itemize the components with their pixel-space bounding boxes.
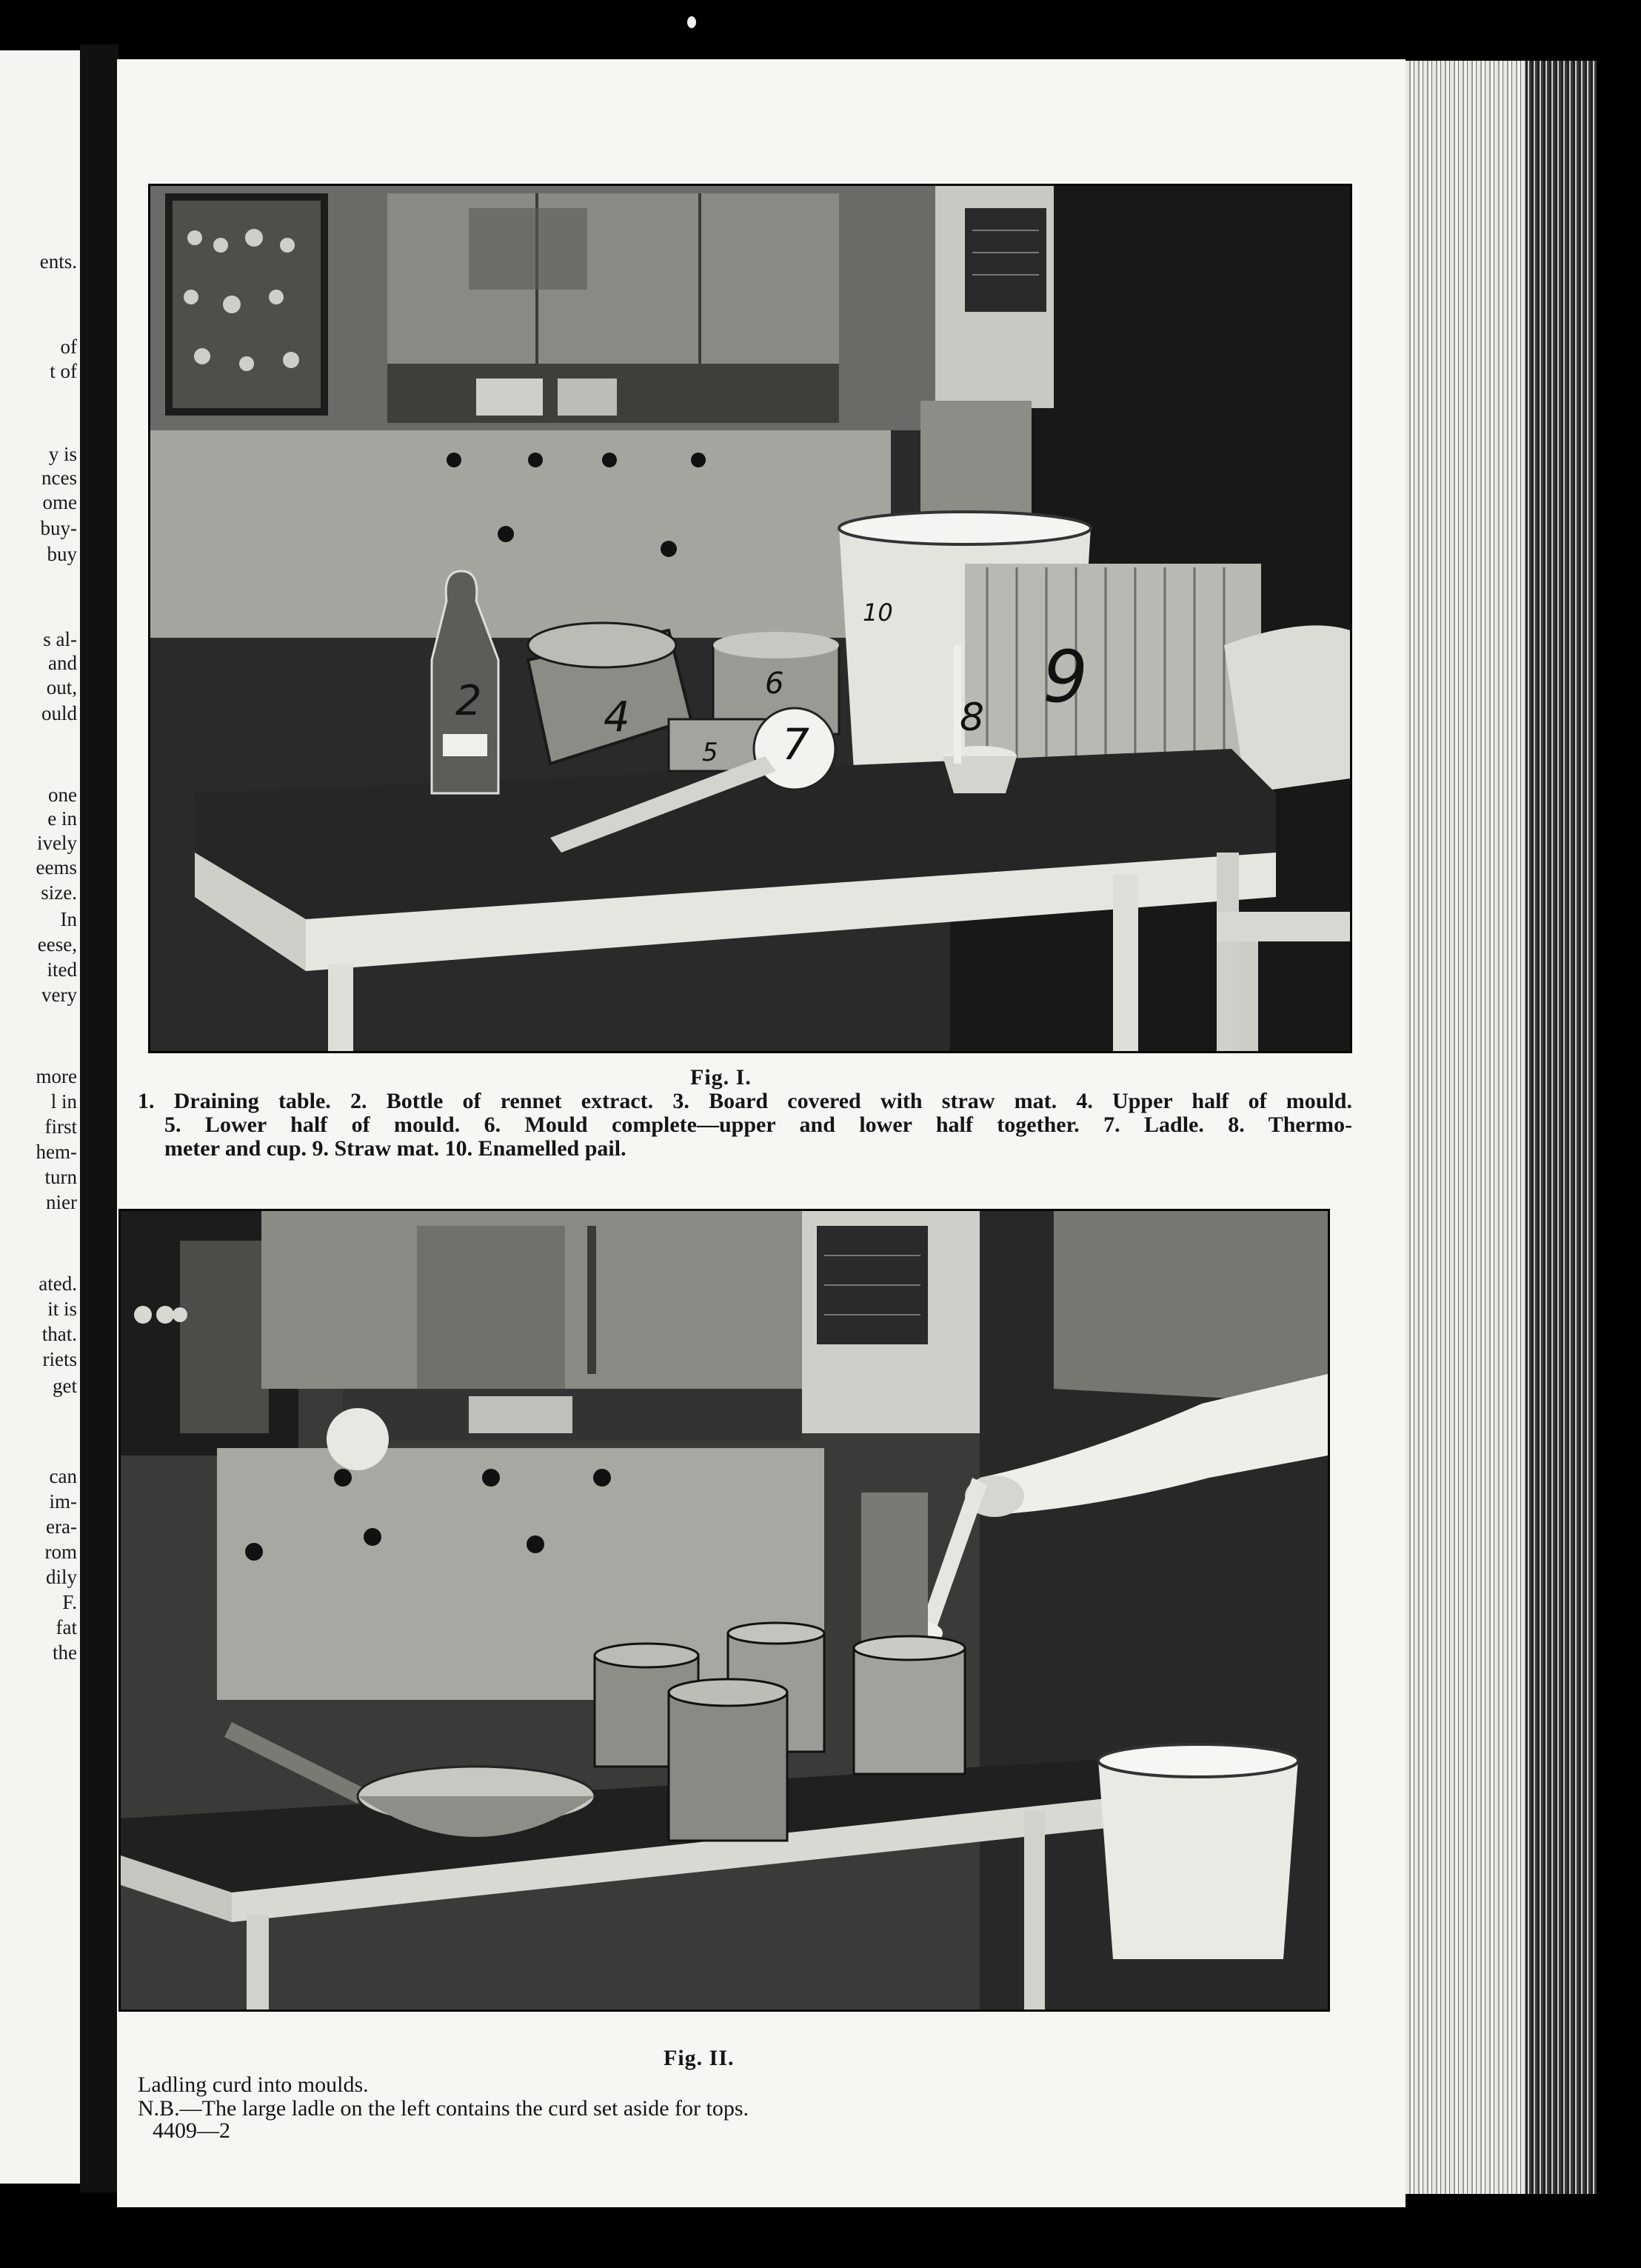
left-page-text-fragment: get (53, 1375, 77, 1397)
left-page-text-fragment: more (36, 1065, 77, 1087)
left-page-text-fragment: ited (47, 958, 77, 981)
figure-1-label: Fig. I. (690, 1065, 752, 1090)
figure-1-caption-line-1: 1. Draining table. 2. Bottle of rennet extract. 3. Board covered with straw mat. 4. Upper half of mould. (138, 1089, 1352, 1113)
page-stack-edge-dark (1525, 61, 1597, 2194)
left-page-text-fragment: In (60, 908, 77, 930)
left-page-text-fragment: and (48, 652, 77, 674)
left-page-text-fragment: l in (50, 1090, 77, 1113)
left-page-text-fragment: very (41, 984, 77, 1006)
left-page-text-fragment: riets (42, 1348, 77, 1370)
left-page-text-fragment: can (49, 1465, 77, 1487)
left-page-text-fragment: fat (56, 1616, 77, 1638)
tag-4: 4 (604, 693, 630, 741)
figure-2-caption-line-1: Ladling curd into moulds. (138, 2072, 369, 2097)
left-page-text-fragment: of (60, 336, 77, 358)
left-page-text-fragment: im- (49, 1490, 77, 1512)
tag-2: 2 (455, 677, 482, 725)
figure-2-photo (118, 1209, 1330, 2012)
left-page-text-fragment: y is (48, 443, 77, 465)
figure-2-label: Fig. II. (664, 2046, 735, 2070)
left-page-text-fragment: e in (47, 807, 77, 830)
facing-page-fragment (0, 50, 80, 2184)
left-page-text-fragment: F. (62, 1591, 77, 1613)
figure-1-caption-line-3: meter and cup. 9. Straw mat. 10. Enamelled pail. (164, 1136, 626, 1161)
figure-2-caption-line-2: N.B.—The large ladle on the left contains the curd set aside for tops. (138, 2096, 749, 2121)
left-page-text-fragment: buy (47, 543, 77, 565)
left-page-text-fragment: s al- (43, 628, 77, 650)
tag-10: 10 (863, 598, 893, 627)
left-page-text-fragment: eems (36, 856, 77, 878)
left-page-text-fragment: it is (47, 1298, 77, 1320)
figure-1-photo (148, 184, 1352, 1053)
left-page-text-fragment: turn (44, 1166, 77, 1188)
left-page-text-fragment: t of (50, 360, 77, 382)
left-page-text-fragment: that. (41, 1323, 77, 1345)
left-page-text-fragment: ome (42, 491, 77, 513)
left-page-text-fragment: nces (41, 467, 77, 489)
left-page-text-fragment: the (53, 1641, 77, 1664)
tag-6: 6 (765, 667, 784, 701)
left-page-text-fragment: era- (46, 1515, 77, 1538)
left-page-text-fragment: size. (41, 881, 77, 904)
book-gutter (80, 44, 118, 2192)
left-page-text-fragment: first (44, 1115, 77, 1138)
figure-1-illustration (150, 186, 1350, 1051)
scan-speck (687, 16, 696, 28)
left-page-text-fragment: out, (46, 676, 77, 698)
left-page-text-fragment: hem- (36, 1141, 77, 1163)
left-page-text-fragment: rom (44, 1541, 77, 1563)
figure-2-illustration (121, 1211, 1328, 2009)
figure-1-caption-line-2: 5. Lower half of mould. 6. Mould complete—upper and lower half together. 7. Ladle. 8. Thermo- (164, 1113, 1352, 1137)
left-page-text-fragment: eese, (37, 933, 77, 955)
left-page-text-fragment: ated. (39, 1273, 77, 1295)
left-page-text-fragment: dily (45, 1566, 77, 1588)
tag-9: 9 (1043, 636, 1089, 718)
left-page-text-fragment: buy- (40, 517, 77, 539)
figure-2-caption-line-3: 4409—2 (153, 2118, 230, 2143)
tag-5: 5 (702, 738, 718, 767)
tag-7: 7 (782, 719, 809, 770)
left-page-text-fragment: nier (46, 1191, 77, 1213)
left-page-text-fragment: ively (37, 832, 77, 854)
left-page-text-fragment: one (48, 784, 77, 806)
tag-8: 8 (960, 696, 985, 740)
left-page-text-fragment: ould (41, 702, 77, 724)
left-page-text-fragment: ents. (39, 250, 77, 273)
